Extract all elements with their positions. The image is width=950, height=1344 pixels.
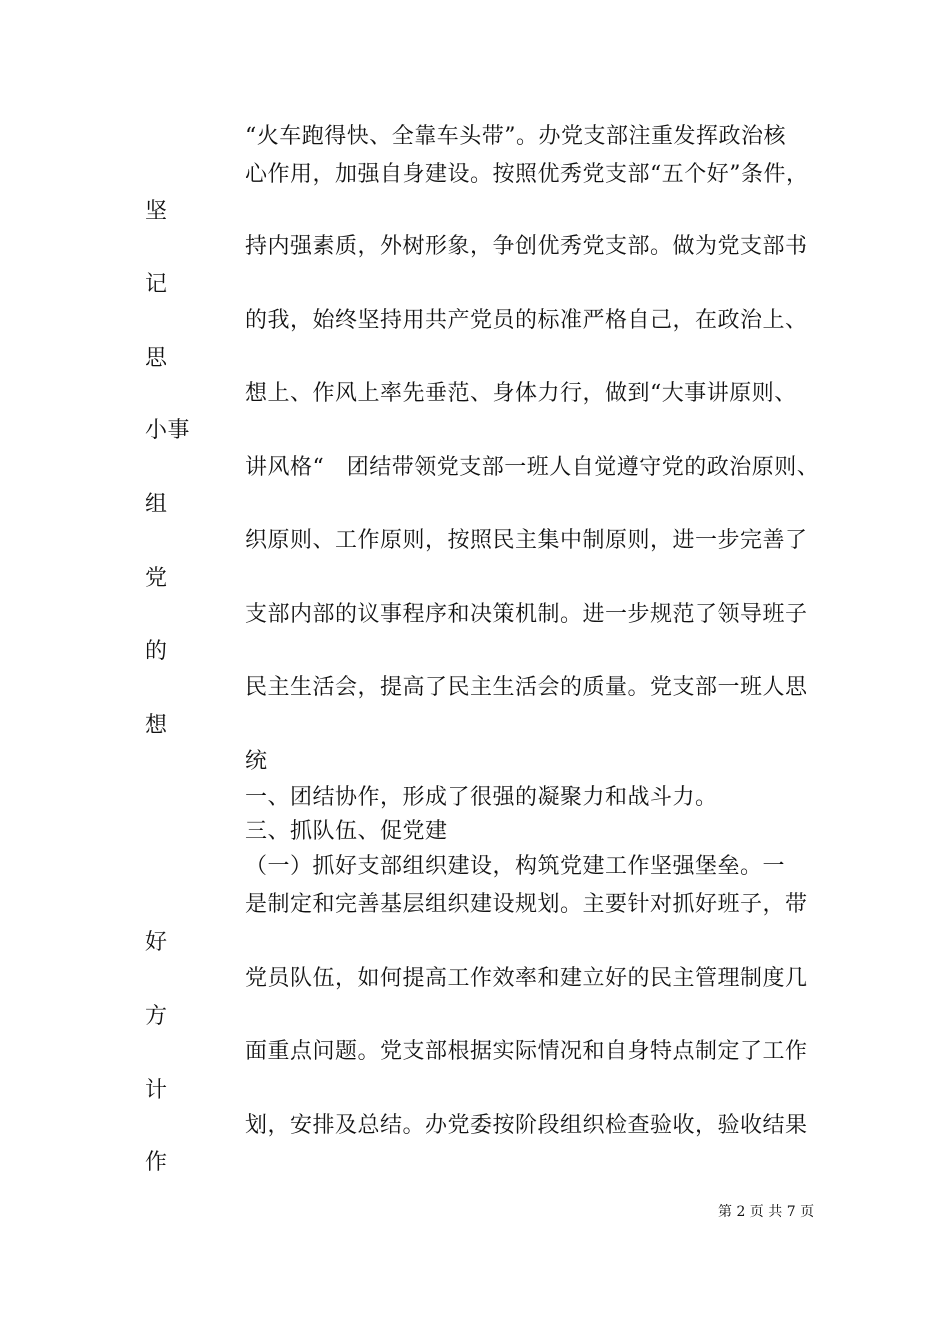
text-line: 划，安排及总结。办党委按阶段组织检查验收，验收结果 [245, 1113, 808, 1138]
text-line: 民主生活会，提高了民主生活会的质量。党支部一班人思 [245, 675, 808, 700]
text-line: 统 [245, 749, 268, 774]
margin-text: 计 [145, 1078, 168, 1103]
text-line: 支部内部的议事程序和决策机制。进一步规范了领导班子 [245, 602, 808, 627]
subsection-heading: （一）抓好支部组织建设，构筑党建工作坚强堡垒。一 [245, 854, 786, 879]
margin-text: 方 [145, 1004, 168, 1029]
section-heading: 三、抓队伍、促党建 [245, 819, 448, 844]
text-line: 织原则、工作原则，按照民主集中制原则，进一步完善了 [245, 528, 808, 553]
text-line: 面重点问题。党支部根据实际情况和自身特点制定了工作 [245, 1039, 808, 1064]
text-line: 一、团结协作，形成了很强的凝聚力和战斗力。 [245, 785, 718, 810]
text-line: “火车跑得快、全靠车头带”。办党支部注重发挥政治核 [245, 124, 786, 149]
text-line: 是制定和完善基层组织建设规划。主要针对抓好班子，带 [245, 892, 808, 917]
text-line: 的我，始终坚持用共产党员的标准严格自己，在政治上、 [245, 308, 808, 333]
page-number-footer: 第 2 页 共 7 页 [718, 1204, 815, 1220]
margin-text: 小事 [145, 418, 191, 443]
text-line: 想上、作风上率先垂范、身体力行，做到“大事讲原则、 [245, 381, 797, 406]
margin-text: 的 [145, 639, 168, 664]
margin-text: 记 [145, 272, 168, 297]
margin-text: 党 [145, 566, 168, 591]
margin-text: 组 [145, 492, 168, 517]
margin-text: 想 [145, 713, 168, 738]
margin-text: 好 [145, 930, 168, 955]
margin-text: 作 [145, 1150, 168, 1175]
text-line: 心作用，加强自身建设。按照优秀党支部“五个好”条件， [245, 162, 809, 187]
margin-text: 坚 [145, 199, 168, 224]
margin-text: 思 [145, 346, 168, 371]
text-line: 持内强素质，外树形象，争创优秀党支部。做为党支部书 [245, 234, 808, 259]
text-line: 党员队伍，如何提高工作效率和建立好的民主管理制度几 [245, 966, 808, 991]
text-line: 讲风格“ 团结带领党支部一班人自觉遵守党的政治原则、 [245, 455, 820, 480]
